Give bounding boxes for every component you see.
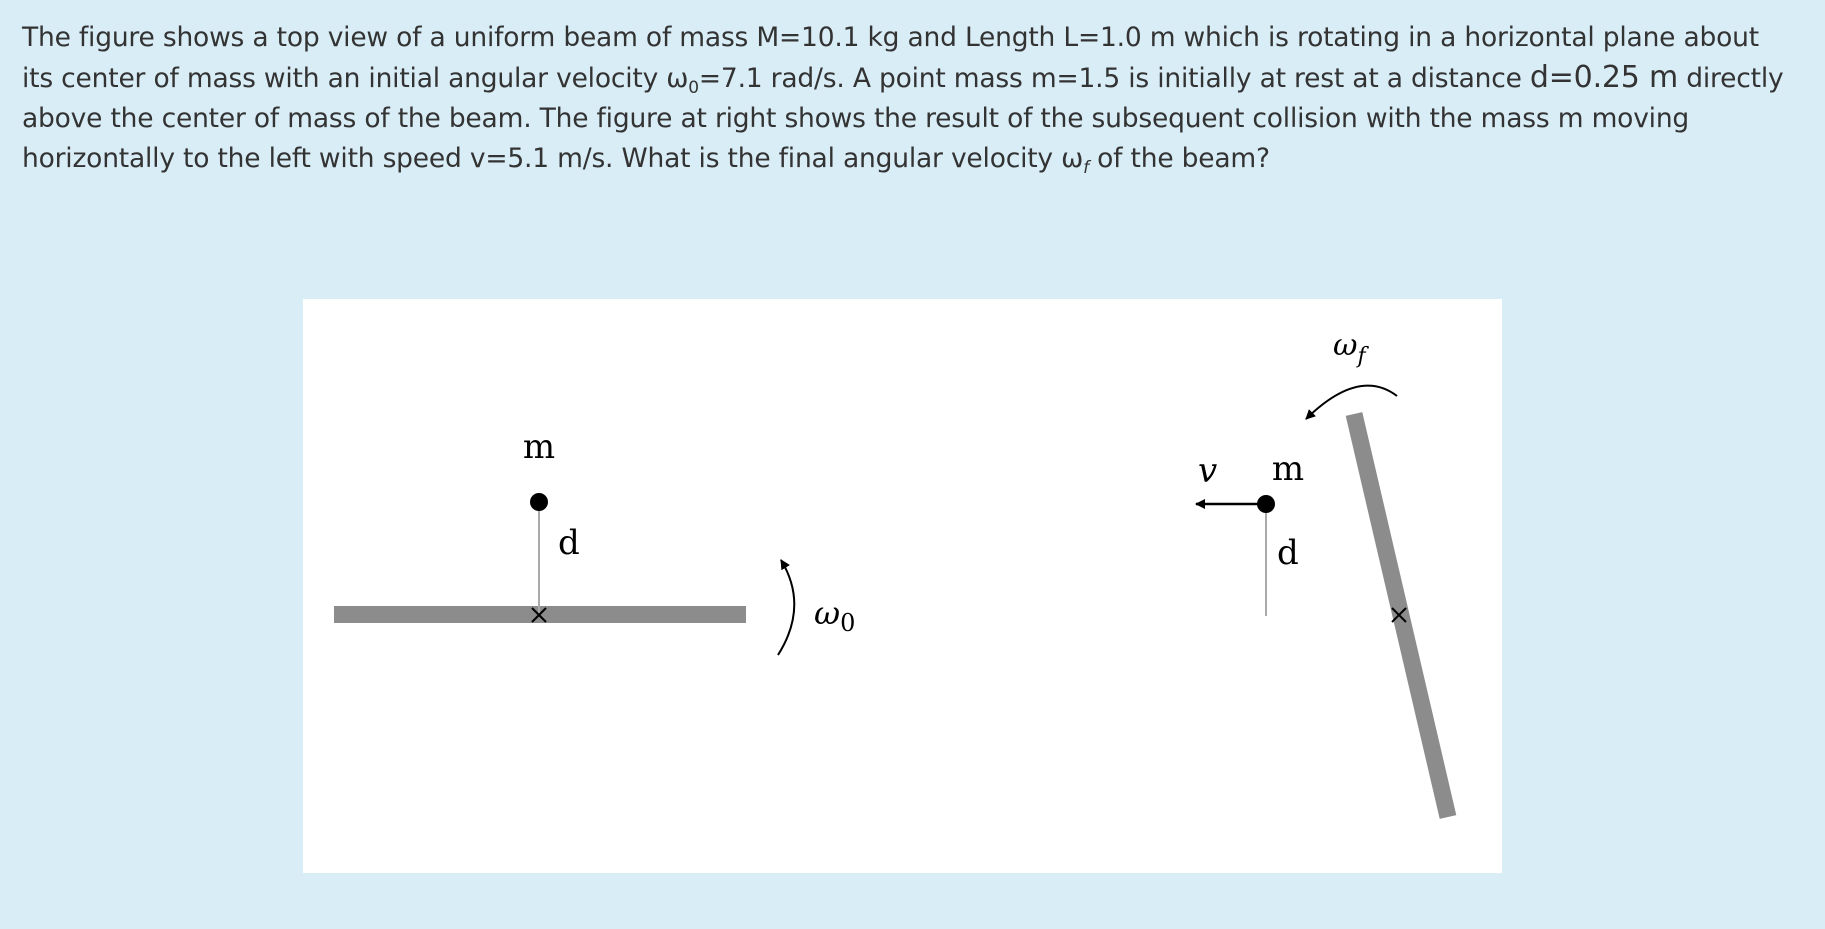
question-part-4: of the beam? xyxy=(1088,143,1270,174)
question-part-3: directly above the center of mass of the beam. The figure at right shows the result of the subsequent collision with the mass m moving horizontally to the left with speed v=5.1 m/s. What is the final angular velocity ω xyxy=(22,63,1784,174)
figure-svg xyxy=(303,299,1502,873)
question-text xyxy=(22,18,1792,179)
omegaf-subscript: f xyxy=(1083,157,1089,178)
initial-state-diagram xyxy=(334,427,855,655)
omegaf-label: $\omega_f$ xyxy=(1333,328,1366,369)
omegaf-rotation-arrow xyxy=(1306,386,1397,419)
omega0-label: $\omega_0$ xyxy=(814,594,856,637)
question-part-1: The figure shows a top view of a uniform beam of mass M=10.1 kg and Length L=1.0 m which is rotating in a horizontal plane about its center of mass with an initial angular velocity ω xyxy=(22,22,1759,94)
point-mass-initial xyxy=(530,493,548,511)
point-mass-final xyxy=(1257,495,1275,513)
omega0-rotation-arrow xyxy=(778,560,794,655)
question-part-2: =7.1 rad/s. A point mass m=1.5 is initially at rest at a distance xyxy=(698,63,1530,94)
distance-value: d=0.25 m xyxy=(1529,60,1679,95)
velocity-label: v xyxy=(1198,451,1218,491)
beam-final xyxy=(1354,414,1448,817)
collision-figure xyxy=(303,299,1502,873)
distance-label-final: d xyxy=(1277,533,1299,573)
omega0-subscript: 0 xyxy=(688,77,699,98)
mass-label-final: m xyxy=(1271,449,1305,489)
final-state-diagram xyxy=(1196,328,1448,817)
mass-label-initial: m xyxy=(522,427,556,467)
distance-label-initial: d xyxy=(558,523,580,563)
